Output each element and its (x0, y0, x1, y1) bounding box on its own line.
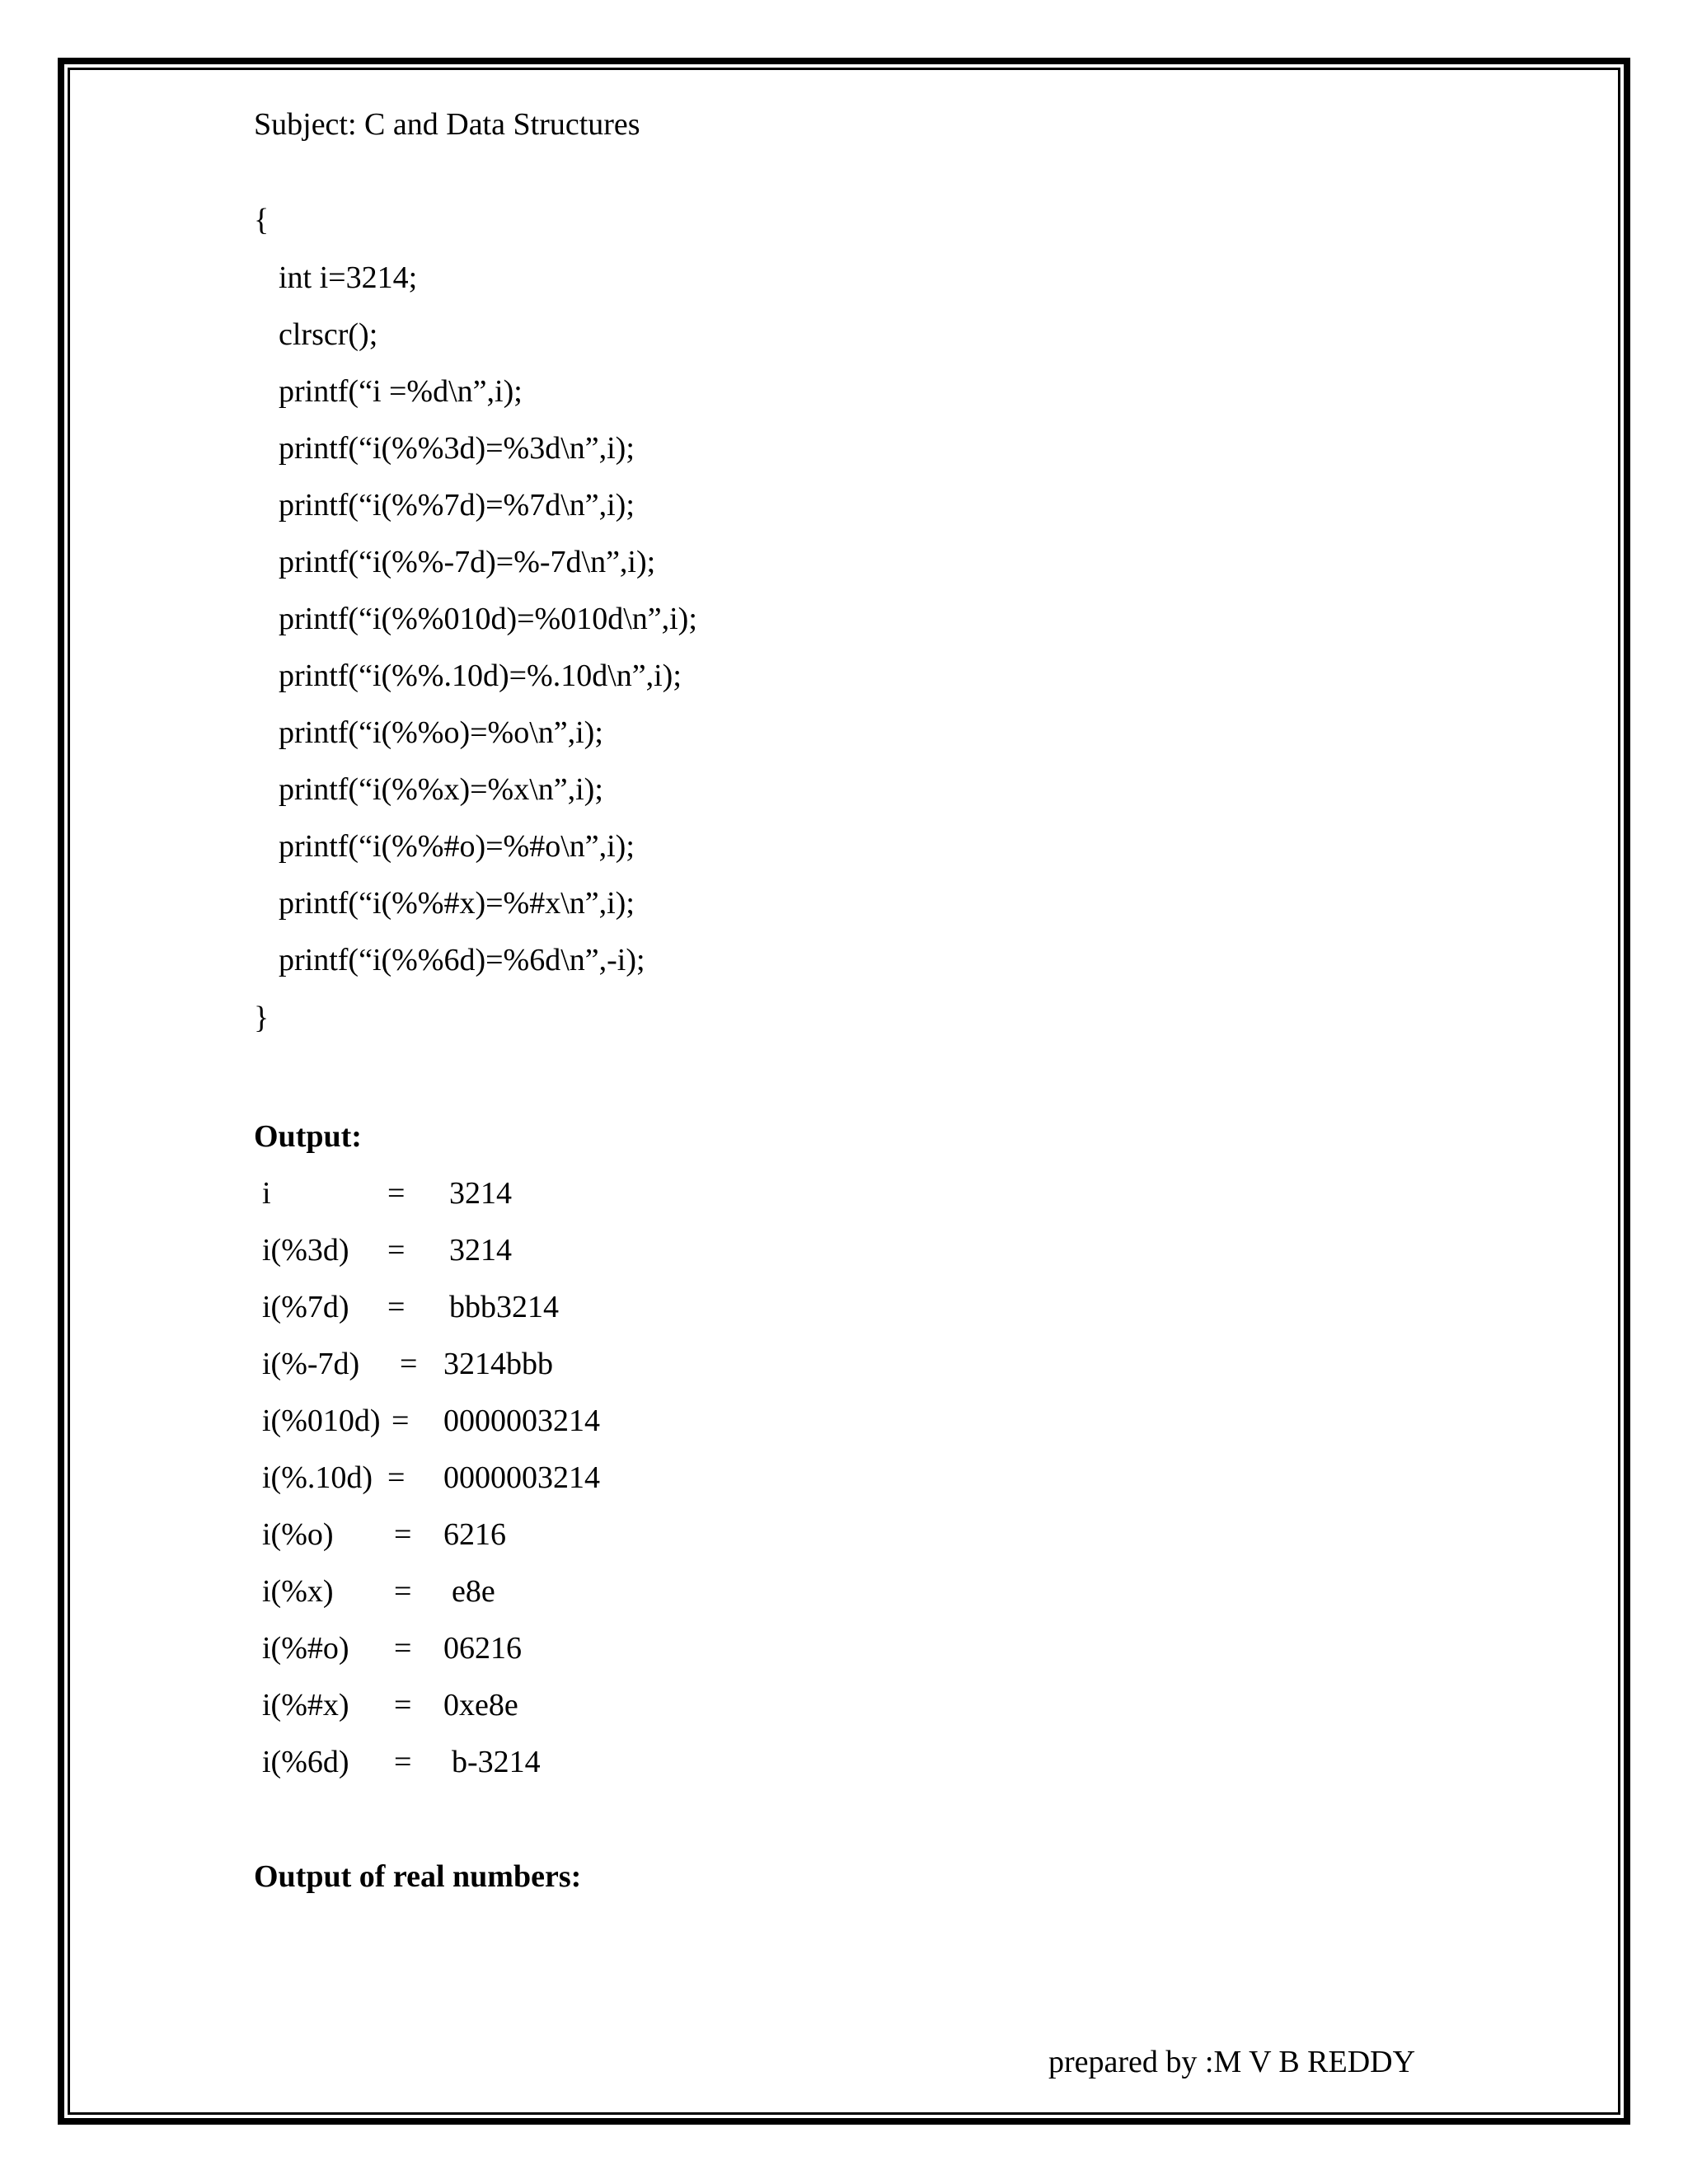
output-equals: = (387, 1290, 406, 1324)
subject-heading: Subject: C and Data Structures (254, 107, 640, 142)
output-value: 06216 (443, 1631, 522, 1666)
code-line: printf(“i(%%#o)=%#o\n”,i); (279, 829, 635, 864)
output-equals: = (394, 1745, 412, 1779)
output-value: 6216 (443, 1517, 506, 1552)
code-line: printf(“i(%%010d)=%010d\n”,i); (279, 602, 697, 636)
output-equals: = (387, 1176, 406, 1211)
output-equals: = (394, 1574, 412, 1609)
output-label: i(%#o) (262, 1631, 349, 1666)
output-value: 3214 (449, 1176, 512, 1211)
code-line: printf(“i(%%x)=%x\n”,i); (279, 772, 603, 807)
output-value: 3214 (449, 1233, 512, 1268)
output-label: i(%-7d) (262, 1347, 360, 1381)
output-equals: = (394, 1688, 412, 1722)
code-line: printf(“i(%%#x)=%#x\n”,i); (279, 886, 635, 921)
output-equals: = (394, 1517, 412, 1552)
output-equals: = (392, 1404, 410, 1438)
code-line: printf(“i(%%o)=%o\n”,i); (279, 715, 603, 750)
output-label: i(%6d) (262, 1745, 349, 1779)
output-label: i(%3d) (262, 1233, 349, 1268)
output-label: i(%x) (262, 1574, 334, 1609)
code-line: printf(“i(%%6d)=%6d\n”,-i); (279, 943, 645, 977)
output-label: i (262, 1176, 271, 1211)
code-line: printf(“i(%%7d)=%7d\n”,i); (279, 488, 635, 523)
footer-prepared-by: prepared by :M V B REDDY (1048, 2045, 1416, 2079)
output-label: i(%010d) (262, 1404, 381, 1438)
code-line: int i=3214; (279, 260, 418, 295)
output-equals: = (394, 1631, 412, 1666)
output-label: i(%#x) (262, 1688, 349, 1722)
output-value: e8e (452, 1574, 495, 1609)
code-line: printf(“i(%%3d)=%3d\n”,i); (279, 431, 635, 466)
output-value: bbb3214 (449, 1290, 559, 1324)
output-value: 0000003214 (443, 1404, 600, 1438)
output-value: 3214bbb (443, 1347, 553, 1381)
output-heading: Output: (254, 1119, 362, 1154)
output-equals: = (387, 1233, 406, 1268)
output-equals: = (400, 1347, 418, 1381)
output-value: 0xe8e (443, 1688, 518, 1722)
output-value: 0000003214 (443, 1460, 600, 1495)
output-label: i(%o) (262, 1517, 334, 1552)
code-open-brace: { (254, 203, 270, 237)
output-value: b-3214 (452, 1745, 541, 1779)
output-label: i(%7d) (262, 1290, 349, 1324)
output-equals: = (387, 1460, 406, 1495)
output-label: i(%.10d) (262, 1460, 373, 1495)
code-line: printf(“i(%%.10d)=%.10d\n”,i); (279, 658, 682, 693)
code-line: clrscr(); (279, 317, 378, 352)
code-line: printf(“i(%%-7d)=%-7d\n”,i); (279, 545, 656, 579)
code-close-brace: } (254, 1001, 270, 1035)
code-line: printf(“i =%d\n”,i); (279, 374, 523, 409)
real-numbers-heading: Output of real numbers: (254, 1859, 582, 1894)
